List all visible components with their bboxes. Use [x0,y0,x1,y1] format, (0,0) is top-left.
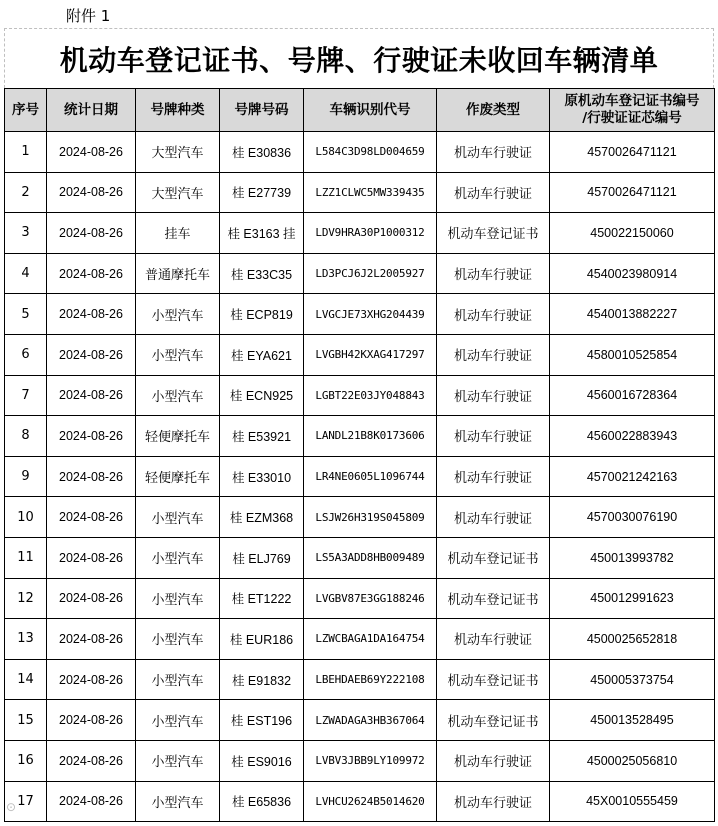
cell-certificate-number: 4570021242163 [550,456,715,497]
cell-seq: 16 [5,740,47,781]
cell-date: 2024-08-26 [47,578,136,619]
cell-vin: LGBT22E03JY048843 [304,375,437,416]
table-row [5,537,715,578]
cell-plate-number: 桂 ECP819 [220,294,304,335]
cell-plate-type: 小型汽车 [136,740,220,781]
cell-void-type: 机动车行驶证 [437,294,550,335]
table-row [5,132,715,173]
table-row [5,578,715,619]
table-row [5,213,715,254]
cell-certificate-number: 4570026471121 [550,132,715,173]
cell-plate-number: 桂 ET1222 [220,578,304,619]
cell-plate-number: 桂 E33C35 [220,253,304,294]
cell-plate-type: 小型汽车 [136,497,220,538]
cell-plate-number: 桂 E91832 [220,659,304,700]
cell-date: 2024-08-26 [47,456,136,497]
cell-seq: 11 [5,537,47,578]
table-row [5,497,715,538]
cell-void-type: 机动车行驶证 [437,619,550,660]
header-plate-number: 号牌号码 [220,89,304,132]
cell-date: 2024-08-26 [47,416,136,457]
cell-certificate-number: 4540013882227 [550,294,715,335]
cell-seq: 7 [5,375,47,416]
cell-plate-type: 小型汽车 [136,294,220,335]
cell-seq: 12 [5,578,47,619]
cell-vin: LZWADAGA3HB367064 [304,700,437,741]
cell-void-type: 机动车行驶证 [437,416,550,457]
cell-date: 2024-08-26 [47,537,136,578]
cell-plate-number: 桂 E65836 [220,781,304,822]
vehicle-table [4,88,715,822]
cell-certificate-number: 4570030076190 [550,497,715,538]
document-title: 机动车登记证书、号牌、行驶证未收回车辆清单 [59,43,659,77]
cell-certificate-number: 4560016728364 [550,375,715,416]
cell-void-type: 机动车行驶证 [437,172,550,213]
cell-vin: LZWCBAGA1DA164754 [304,619,437,660]
cell-date: 2024-08-26 [47,294,136,335]
cell-vin: LSJW26H319S045809 [304,497,437,538]
cell-seq: 8 [5,416,47,457]
cell-date: 2024-08-26 [47,253,136,294]
cell-plate-type: 小型汽车 [136,781,220,822]
header-vin: 车辆识别代号 [304,89,437,132]
cell-plate-number: 桂 EYA621 [220,334,304,375]
cell-seq: 1 [5,132,47,173]
table-row [5,375,715,416]
cell-void-type: 机动车行驶证 [437,253,550,294]
cell-seq: 6 [5,334,47,375]
cell-seq: 10 [5,497,47,538]
cell-plate-type: 轻便摩托车 [136,416,220,457]
cell-vin: LVGBH42KXAG417297 [304,334,437,375]
table-row [5,456,715,497]
cell-vin: LVHCU2624B5014620 [304,781,437,822]
cell-plate-number: 桂 E27739 [220,172,304,213]
cell-plate-number: 桂 ECN925 [220,375,304,416]
cell-certificate-number: 450005373754 [550,659,715,700]
cell-void-type: 机动车登记证书 [437,213,550,254]
header-void-type: 作废类型 [437,89,550,132]
cell-void-type: 机动车登记证书 [437,700,550,741]
cell-plate-type: 小型汽车 [136,578,220,619]
cell-plate-number: 桂 EZM368 [220,497,304,538]
cell-void-type: 机动车行驶证 [437,740,550,781]
cell-void-type: 机动车行驶证 [437,456,550,497]
cell-plate-type: 小型汽车 [136,619,220,660]
cell-vin: LVGBV87E3GG188246 [304,578,437,619]
cell-plate-number: 桂 E3163 挂 [220,213,304,254]
cell-plate-type: 挂车 [136,213,220,254]
table-row [5,781,715,822]
cell-vin: LANDL21B8K0173606 [304,416,437,457]
cell-vin: LZZ1CLWC5MW339435 [304,172,437,213]
cell-date: 2024-08-26 [47,213,136,254]
cell-certificate-number: 450012991623 [550,578,715,619]
cell-void-type: 机动车登记证书 [437,578,550,619]
cell-void-type: 机动车行驶证 [437,497,550,538]
cell-certificate-number: 45X0010555459 [550,781,715,822]
header-seq: 序号 [5,89,47,132]
cell-certificate-number: 4500025652818 [550,619,715,660]
cell-plate-type: 轻便摩托车 [136,456,220,497]
cell-vin: LDV9HRA30P1000312 [304,213,437,254]
table-row [5,700,715,741]
table-header-row [5,89,715,132]
cell-certificate-number: 4580010525854 [550,334,715,375]
cell-plate-number: 桂 ES9016 [220,740,304,781]
cell-date: 2024-08-26 [47,375,136,416]
cell-plate-number: 桂 E33010 [220,456,304,497]
cell-plate-type: 普通摩托车 [136,253,220,294]
cell-plate-type: 大型汽车 [136,132,220,173]
cell-vin: LR4NE0605L1096744 [304,456,437,497]
cell-void-type: 机动车行驶证 [437,132,550,173]
table-row [5,740,715,781]
cell-date: 2024-08-26 [47,619,136,660]
cell-seq: 14 [5,659,47,700]
cell-plate-number: 桂 ELJ769 [220,537,304,578]
table-row [5,659,715,700]
cell-certificate-number: 450013528495 [550,700,715,741]
cell-date: 2024-08-26 [47,334,136,375]
watermark: ⊙ [6,800,17,814]
attachment-label: 附件 1 [66,7,111,25]
cell-certificate-number: 4540023980914 [550,253,715,294]
table-row [5,334,715,375]
cell-date: 2024-08-26 [47,172,136,213]
cell-vin: L584C3D98LD004659 [304,132,437,173]
cell-plate-type: 小型汽车 [136,375,220,416]
cell-plate-type: 小型汽车 [136,700,220,741]
cell-plate-number: 桂 EUR186 [220,619,304,660]
title-box [4,28,714,88]
cell-plate-number: 桂 E30836 [220,132,304,173]
cell-vin: LVGCJE73XHG204439 [304,294,437,335]
cell-date: 2024-08-26 [47,659,136,700]
cell-seq: 9 [5,456,47,497]
cell-vin: LS5A3ADD8HB009489 [304,537,437,578]
cell-date: 2024-08-26 [47,740,136,781]
cell-date: 2024-08-26 [47,132,136,173]
cell-plate-type: 小型汽车 [136,659,220,700]
cell-void-type: 机动车行驶证 [437,334,550,375]
cell-plate-type: 小型汽车 [136,537,220,578]
header-certificate-number: 原机动车登记证书编号 /行驶证证芯编号 [550,89,715,132]
cell-certificate-number: 4570026471121 [550,172,715,213]
table-row [5,416,715,457]
cell-certificate-number: 450013993782 [550,537,715,578]
cell-certificate-number: 450022150060 [550,213,715,254]
cell-seq: 4 [5,253,47,294]
table-row [5,253,715,294]
cell-seq: 17 [5,781,47,822]
cell-date: 2024-08-26 [47,700,136,741]
cell-plate-type: 小型汽车 [136,334,220,375]
cell-void-type: 机动车行驶证 [437,375,550,416]
cell-plate-number: 桂 EST196 [220,700,304,741]
cell-vin: LD3PCJ6J2L2005927 [304,253,437,294]
table-row [5,172,715,213]
cell-vin: LBEHDAEB69Y222108 [304,659,437,700]
cell-seq: 2 [5,172,47,213]
cell-seq: 3 [5,213,47,254]
cell-void-type: 机动车登记证书 [437,537,550,578]
table-row [5,294,715,335]
cell-seq: 5 [5,294,47,335]
cell-certificate-number: 4500025056810 [550,740,715,781]
cell-date: 2024-08-26 [47,497,136,538]
cell-seq: 13 [5,619,47,660]
header-plate-type: 号牌种类 [136,89,220,132]
table-body [5,132,715,822]
header-date: 统计日期 [47,89,136,132]
cell-plate-number: 桂 E53921 [220,416,304,457]
cell-void-type: 机动车登记证书 [437,659,550,700]
table-row [5,619,715,660]
cell-date: 2024-08-26 [47,781,136,822]
cell-void-type: 机动车行驶证 [437,781,550,822]
cell-seq: 15 [5,700,47,741]
cell-certificate-number: 4560022883943 [550,416,715,457]
cell-vin: LVBV3JBB9LY109972 [304,740,437,781]
cell-plate-type: 大型汽车 [136,172,220,213]
